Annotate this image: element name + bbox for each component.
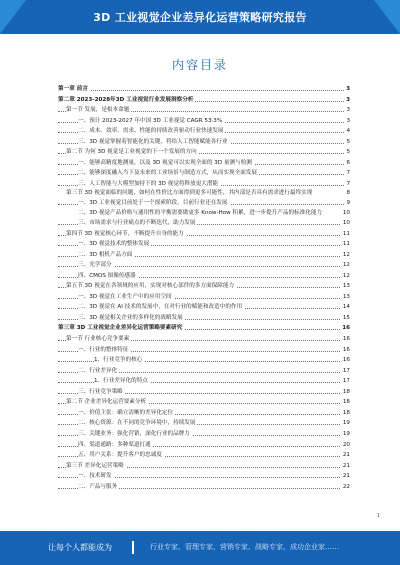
toc-entry-page: 7 (344, 168, 350, 179)
footer-tagline: 行业专家、管理专家、营销专家、战略专家、成功企业家…… (150, 543, 339, 551)
toc-entry[interactable] (58, 482, 350, 493)
toc-entry-text: 一、行业的整体特征 (78, 346, 129, 353)
toc-entry-text: 二、核心资源：在不同的竞争环境中，持续发展 (78, 420, 196, 427)
report-title: 3D 工业视觉企业差异化运营策略研究报告 (93, 11, 307, 24)
toc-entry-text: 四、渠道通路：多种渠道打通 (78, 441, 151, 448)
toc-entry-page: 3 (344, 95, 350, 106)
toc-entry-text: 三、关键业务：强化营销，深化行业的品牌力 (78, 430, 190, 437)
toc-entry[interactable] (58, 387, 350, 398)
toc-entry-page: 18 (341, 387, 350, 398)
toc-entry-page: 7 (344, 179, 350, 190)
toc-entry[interactable] (58, 450, 350, 461)
toc-entry[interactable] (58, 418, 350, 429)
toc-entry[interactable] (58, 116, 350, 127)
toc-entry[interactable] (58, 229, 350, 240)
toc-entry-page: 14 (341, 302, 350, 313)
toc-entry-page: 10 (341, 218, 350, 229)
toc-entry[interactable] (58, 281, 350, 292)
toc-entry-text: 一、3D 视觉在工业生产中的应用空间 (78, 293, 172, 300)
toc-entry[interactable] (58, 292, 350, 303)
toc-entry[interactable] (58, 218, 350, 229)
toc-entry-text: 二、3D 相机产品方面 (78, 251, 133, 258)
toc-entry-text: 二、行业差异化 (78, 367, 118, 374)
toc-entry-page: 9 (344, 198, 350, 209)
toc-entry[interactable] (58, 84, 350, 95)
toc-entry-page: 5 (344, 147, 350, 158)
toc-entry-text: 第一章 前言 (58, 86, 88, 92)
toc-entry[interactable] (58, 179, 350, 190)
toc-entry-page: 11 (341, 239, 350, 250)
toc-entry-text: 三、3D 视觉掌握着智能化的关键，将给人工智能赋能各行业 (78, 138, 228, 145)
toc-entry-page: 6 (344, 158, 350, 169)
toc-entry[interactable] (58, 376, 350, 387)
toc-entry[interactable] (58, 168, 350, 179)
toc-entry-page: 10 (342, 210, 350, 217)
toc-entry-text: 三、人工智能与大模型加持下的 3D 视觉将释放更大潜能 (78, 180, 219, 187)
toc-entry-text: 第一节 发展，是根本命题 (66, 107, 130, 114)
toc-entry-text: 一、技术研发 (78, 473, 112, 480)
toc-entry-text: 二、3D 视觉产品价格与通用性的平衡需要做更多 Know-How 积累，进一步提升产品的标准化能力 (78, 210, 323, 217)
page-footer (0, 531, 400, 565)
toc-entry-page: 3 (344, 105, 350, 116)
footer-divider (132, 541, 134, 554)
toc-entry-text: 一、预计 2023-2027 年中国 3D 工业视觉 CAGR 53.3% (78, 117, 223, 124)
toc-entry[interactable] (58, 471, 350, 482)
toc-entry[interactable] (58, 302, 350, 313)
page-header (0, 0, 400, 34)
toc-entry-page: 16 (341, 345, 350, 356)
toc-entry-text: 一、3D 视觉技术的整体发展 (78, 241, 150, 248)
toc-entry-page: 16 (340, 323, 350, 334)
toc-entry[interactable] (58, 334, 350, 345)
toc-entry[interactable] (58, 429, 350, 440)
toc-entry-page: 13 (341, 292, 350, 303)
toc-entry-page: 11 (341, 229, 350, 240)
table-of-contents (58, 84, 350, 492)
toc-entry-text: 第一节 行业核心竞争要素 (66, 336, 130, 343)
toc-entry[interactable] (58, 323, 350, 334)
toc-entry-page: 16 (341, 334, 350, 345)
toc-entry-text: 二、能够深度融入当下及未来的工业场景与制造方式，从而实现全面发展 (78, 170, 258, 177)
toc-entry-page: 19 (341, 429, 350, 440)
toc-entry-page: 21 (341, 471, 350, 482)
toc-entry[interactable] (58, 209, 350, 218)
toc-entry-text: 一、3D 工业视觉目前处于一个探索阶段，目前行业还在发展 (78, 200, 228, 207)
toc-entry-text: 1、行业竞争的核心 (94, 357, 143, 364)
toc-entry-text: 第四节 3D 视觉核心环节，不断提升自身的能力 (66, 230, 184, 237)
toc-entry[interactable] (58, 355, 350, 366)
toc-entry[interactable] (58, 105, 350, 116)
toc-entry[interactable] (58, 137, 350, 148)
toc-entry-page: 8 (346, 190, 350, 197)
toc-entry-page: 20 (341, 440, 350, 451)
toc-entry-text: 二、产品与服务 (78, 483, 118, 490)
toc-entry[interactable] (58, 440, 350, 451)
toc-entry-text: 五、用户关系：提升客户的忠诚度 (78, 452, 162, 459)
toc-entry-page: 16 (341, 355, 350, 366)
toc-entry[interactable] (58, 239, 350, 250)
toc-entry-text: 第三节 差异化运营策略 (66, 462, 124, 469)
toc-entry-text: 二、3D 视觉在 AI 技术的发展中，在对行业的赋能和改造中的作用 (78, 304, 243, 311)
toc-heading: 内容目录 (171, 58, 228, 72)
footer-slogan: 让每个人都能成为 (48, 543, 112, 552)
toc-entry-text: 三、3D 视觉相关企业的多样化的战略发展 (78, 314, 183, 321)
page-number: 1 (376, 513, 380, 519)
toc-entry-page: 22 (341, 482, 350, 493)
toc-entry[interactable] (58, 313, 350, 324)
toc-entry[interactable] (58, 147, 350, 158)
toc-entry-page: 12 (341, 250, 350, 261)
toc-entry-text: 第二节 企业差异化运营要素分析 (66, 399, 147, 406)
toc-entry[interactable] (58, 260, 350, 271)
toc-entry-page: 18 (341, 397, 350, 408)
toc-entry-text: 第五节 3D 视觉在各领域的应用，实现对核心部件的多方面保障能力 (66, 283, 235, 290)
toc-entry-page: 19 (341, 418, 350, 429)
toc-entry-text: 一、价值主张：确立清晰的差异化定位 (78, 409, 174, 416)
toc-entry[interactable] (58, 461, 350, 472)
toc-entry-text: 第三章 3D 工业视觉企业差异化运营策略要素研究 (58, 325, 183, 332)
toc-entry-text: 第三节 3D 视觉面临的问题，如何在性价比方面得到更多可能性，其内部是否具有需求进行最终实现 (66, 190, 313, 197)
toc-entry[interactable] (58, 198, 350, 209)
toc-entry-text: 一、能够高精度地测量，以及 3D 视觉可以实现全面的 3D 量测与检测 (78, 159, 252, 166)
toc-entry-text: 三、市场需求与行业痛点的不断迭代，助力发展 (78, 220, 196, 227)
toc-entry-text: 三、光学部分 (78, 262, 112, 269)
toc-entry[interactable] (58, 126, 350, 137)
toc-entry[interactable] (58, 250, 350, 261)
toc-entry[interactable] (58, 345, 350, 356)
toc-entry[interactable] (58, 271, 350, 282)
toc-entry-text: 第二节 为何 3D 视觉是工业视觉的下一个发展的方向 (66, 149, 197, 156)
toc-entry[interactable] (58, 397, 350, 408)
toc-entry-page: 17 (341, 376, 350, 387)
toc-entry-page: 21 (341, 450, 350, 461)
toc-entry-text: 1、行业差异化的特点 (94, 378, 148, 385)
toc-entry-page: 21 (341, 461, 350, 472)
toc-entry[interactable] (58, 408, 350, 419)
toc-entry-text: 四、CMOS 图像传感器 (78, 272, 136, 279)
toc-entry[interactable] (58, 189, 350, 198)
toc-entry-page: 17 (341, 366, 350, 377)
toc-entry-text: 三、行业竞争策略 (78, 388, 123, 395)
toc-entry[interactable] (58, 366, 350, 377)
toc-entry-page: 3 (344, 116, 350, 127)
toc-entry-page: 3 (344, 84, 350, 95)
toc-entry-text: 二、成本、效率、需求、性能的持续改善驱动行业快速发展 (78, 128, 224, 135)
toc-entry-page: 13 (341, 281, 350, 292)
toc-entry-page: 18 (341, 408, 350, 419)
toc-entry-text: 第二章 2023-2028年3D 工业视觉行业发展洞察分析 (58, 96, 194, 103)
toc-entry[interactable] (58, 158, 350, 169)
toc-entry-page: 4 (344, 126, 350, 137)
toc-entry-page: 12 (341, 271, 350, 282)
toc-entry-page: 12 (341, 260, 350, 271)
toc-entry[interactable] (58, 95, 350, 106)
toc-entry-page: 5 (344, 137, 350, 148)
toc-entry-page: 15 (341, 313, 350, 324)
